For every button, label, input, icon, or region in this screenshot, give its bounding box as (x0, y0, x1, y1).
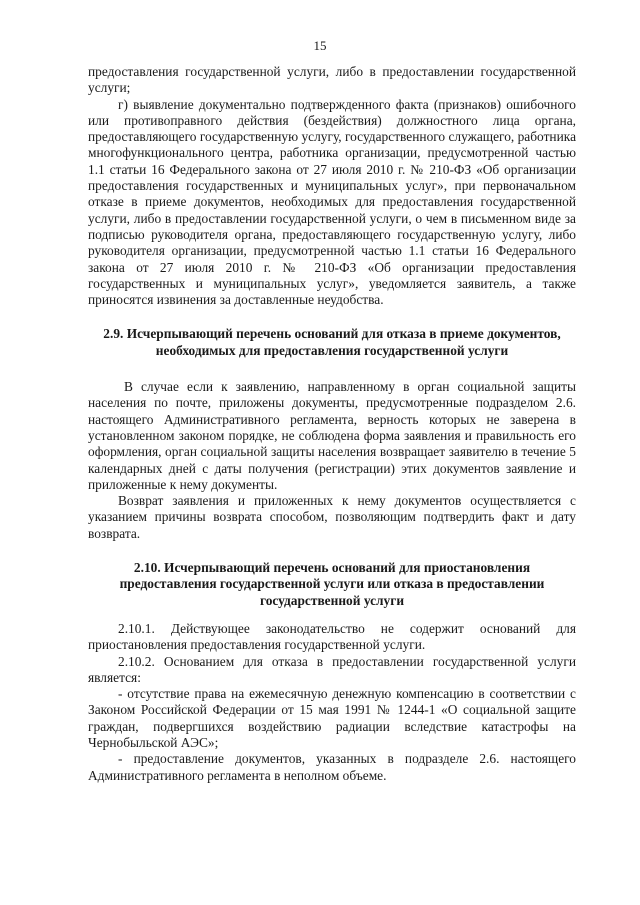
paragraph-2-10-1: 2.10.1. Действующее законодательство не содержит оснований для приостановления предоставления государственной услуги. (88, 620, 576, 653)
document-body (88, 64, 576, 784)
paragraph-2-9-return-rules: В случае если к заявлению, направленному в орган социальной защиты населения по почте, приложены документы, предусмотренные подразделом 2.6. настоящего Административного регламента, верность которых не заверена в установленном законом порядке, не соблюдена форма заявления и правильность его оформления, орган социальной защиты населения возвращает заявителю в течение 5 календарных дней с даты получения (регистрации) этих документов заявление и приложенные к нему документы. (88, 379, 576, 492)
section-heading-2-10: 2.10. Исчерпывающий перечень оснований для приостановления предоставления государственной услуги или отказа в предоставлении государственной услуги (119, 560, 545, 608)
list-item-no-right: - отсутствие права на ежемесячную денежную компенсацию в соответствии с Законом Российской Федерации от 15 мая 1991 № 1244-1 «О социальной защите граждан, подвергшихся воздействию радиации вследствие катастрофы на Чернобыльской АЭС»; (88, 686, 576, 750)
paragraph-2-10-2: 2.10.2. Основанием для отказа в предоставлении государственной услуги является: (88, 653, 576, 685)
paragraph-2-9-return-method: Возврат заявления и приложенных к нему документов осуществляется с указанием причины возврата способом, позволяющим подтвердить факт и дату возврата. (88, 493, 576, 541)
list-item-incomplete-documents: - предоставление документов, указанных в подразделе 2.6. настоящего Административного регламента в неполном объеме. (88, 751, 576, 783)
paragraph-item-g: г) выявление документально подтвержденного факта (признаков) ошибочного или противоправного действия (бездействия) должностного лица органа, предоставляющего государственную услугу, государственного служащего, работника многофункционального центра, работника организации, предусмотренной частью 1.1 статьи 16 Федерального закона от 27 июля 2010 г. № 210-ФЗ «Об организации предоставления государственных и муниципальных услуг», при первоначальном отказе в приеме документов, необходимых для предоставления государственной услуги, либо в предоставлении государственной услуги, о чем в письменном виде за подписью руководителя органа, предоставляющего государственную услугу, либо руководителя организации, предусмотренной частью 1.1 статьи 16 Федерального закона от 27 июля 2010 г. № 210-ФЗ «Об организации предоставления государственных и муниципальных услуг», уведомляется заявитель, а также приносятся извинения за доставленные неудобства. (88, 96, 577, 308)
page-number: 15 (313, 38, 327, 53)
paragraph-continuation: предоставления государственной услуги, либо в предоставлении государственной услуги; (88, 64, 576, 96)
section-heading-2-9: 2.9. Исчерпывающий перечень оснований для отказа в приеме документов, необходимых для предоставления государственной услуги (103, 326, 561, 358)
